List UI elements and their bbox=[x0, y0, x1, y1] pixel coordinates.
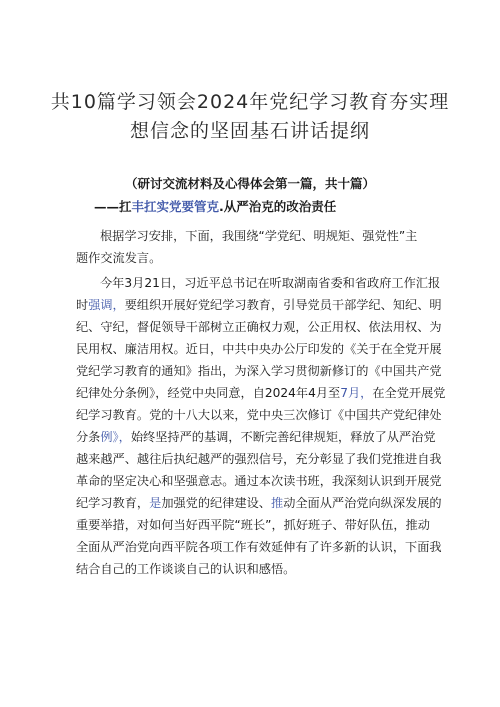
text-run: 时 bbox=[76, 298, 89, 312]
paragraph-2-line: 越来越严、越往后执纪越严的强烈信号，充分彰显了我们党推进自我 bbox=[76, 452, 442, 466]
section-tagline bbox=[94, 198, 336, 216]
document-subtitle: （研讨交流材料及心得体会第一篇，共十篇） bbox=[124, 176, 375, 191]
paragraph-2-line bbox=[76, 492, 446, 514]
paragraph-2 bbox=[76, 272, 446, 580]
paragraph-2-line: 全面从严治党向西平院各项工作有效延伸有了许多新的认识，下面我 bbox=[76, 540, 442, 554]
tagline-highlight: 丰扛实党要管克 bbox=[131, 199, 220, 214]
paragraph-2-line: 纪学习教育。党的十八大以来，党中央三次修订《中国共产党纪律处 bbox=[76, 408, 442, 422]
paragraph-2-line: 今年3月21日，习近平总书记在听取湖南省委和省政府工作汇报 bbox=[100, 276, 441, 290]
text-run: 纪律处分条例》，经党中央同意，自2024年4月至 bbox=[76, 386, 341, 400]
paragraph-2-line bbox=[76, 382, 446, 404]
document-title-line-1: 共10篇学习领会2024年党纪学习教育夯实理 bbox=[50, 91, 450, 113]
paragraph-2-line: 重要举措，对如何当好西平院“班长”，抓好班子、带好队伍，推动 bbox=[76, 518, 430, 532]
text-run: 在全党开展党 bbox=[372, 386, 446, 400]
tagline-dash: —— bbox=[94, 199, 119, 214]
paragraph-2-line bbox=[76, 426, 446, 448]
highlighted-text: 例》， bbox=[100, 430, 131, 444]
highlighted-text: 推 bbox=[271, 496, 284, 510]
tagline-suffix: .从严治克的改治责任 bbox=[219, 199, 337, 214]
highlighted-text: 强调， bbox=[88, 298, 125, 312]
paragraph-2-line: 纪、守纪，督促领导干部树立正确权力观，公正用权、依法用权、为 bbox=[76, 320, 442, 334]
text-run: 动全面从严治党向纵深发展的 bbox=[283, 496, 442, 510]
paragraph-1 bbox=[76, 225, 446, 269]
highlighted-text: 7月， bbox=[340, 386, 373, 400]
text-run: 分条 bbox=[76, 430, 101, 444]
text-run: 纪学习教育， bbox=[76, 496, 150, 510]
text-run: 始终坚持严的基调，不断完善纪律规矩，释放了从严治党 bbox=[130, 430, 436, 444]
paragraph-2-line: 结合自己的工作谈谈自己的认识和感悟。 bbox=[76, 562, 296, 576]
paragraph-2-line: 党纪学习教育的通知》指出，为深入学习贯彻新修订的《中国共产党 bbox=[76, 364, 442, 378]
document-title-line-2: 想信念的坚固基石讲话提纲 bbox=[129, 120, 370, 142]
tagline-prefix: 扛 bbox=[119, 199, 132, 214]
text-run: 要组织开展好党纪学习教育，引导党员干部学纪、知纪、明 bbox=[124, 298, 442, 312]
paragraph-1-line: 题作交流发言。 bbox=[76, 251, 162, 265]
paragraph-2-line bbox=[76, 294, 446, 316]
paragraph-1-line: 根据学习安排，下面，我围绕“学党纪、明规矩、强党性”主 bbox=[100, 229, 418, 243]
paragraph-2-line: 民用权、廉洁用权。近日，中共中央办公厅印发的《关于在全党开展 bbox=[76, 342, 442, 356]
text-run: 加强党的纪律建设、 bbox=[161, 496, 271, 510]
highlighted-text: 是 bbox=[149, 496, 162, 510]
paragraph-2-line: 革命的坚定决心和坚强意志。通过本次读书班，我深刻认识到开展党 bbox=[76, 474, 442, 488]
